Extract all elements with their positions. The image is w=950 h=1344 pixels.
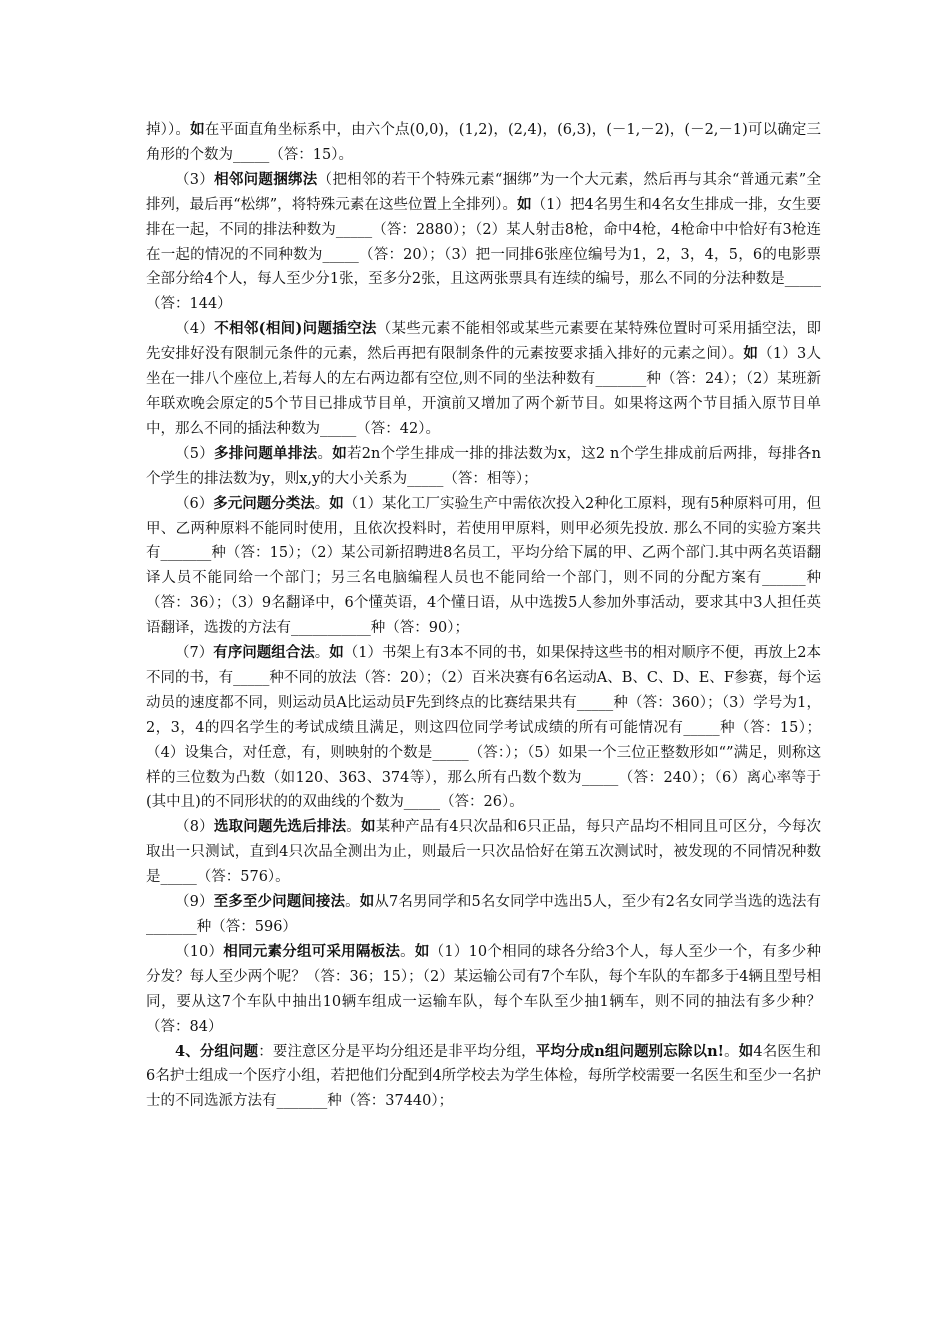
text-run: 4名医生和6名护士组成一个医疗小组，若把他们分配到4所学校去为学生体检，每所学校需要一名医生和至少一名护士的不同选派方法有_______种（答：37440）； <box>146 1043 822 1110</box>
bold-run: 如 <box>359 893 375 911</box>
text-run: （7） <box>175 645 214 662</box>
text-run: 。 <box>724 1043 739 1060</box>
bold-run: 如 <box>329 494 344 512</box>
bold-run: 如 <box>738 1042 754 1060</box>
bold-run: 平均分成n组问题别忘除以n! <box>535 1042 725 1060</box>
bold-run: 多排问题单排法 <box>214 444 318 462</box>
bold-run: 有序问题组合法 <box>213 644 315 662</box>
text-run: 。 <box>317 445 333 462</box>
document-body <box>146 118 821 1114</box>
text-run: （某些元素不能相邻或某些元素要在某特殊位置时可采用插空法，即先安排好没有限制元条件的元素，然后再把有限制条件的元素按要求插入排好的元素之间）。 <box>146 321 821 363</box>
bold-run: 如 <box>329 644 344 662</box>
text-run: 。 <box>314 645 330 662</box>
intro-example-paragraph <box>146 118 821 168</box>
text-run: 掉））。 <box>146 122 191 138</box>
text-run: （10） <box>175 943 224 960</box>
text-run: 。 <box>346 819 361 836</box>
text-run: 在平面直角坐标系中，由六个点(0,0)，(1,2)，(2,4)，(6,3)，(－1,－2)，(－2,－1)可以确定三角形的个数为_____（答：15）。 <box>146 122 821 163</box>
bold-run: 不相邻(相间)问题插空法 <box>214 320 377 338</box>
rule-10-divider-method <box>146 940 821 1040</box>
bold-run: 相同元素分组可采用隔板法 <box>223 942 401 960</box>
rule-4-non-adjacent-insertion <box>146 317 821 442</box>
rule-3-adjacent-binding <box>146 168 821 317</box>
text-run: 。 <box>400 943 415 960</box>
text-run: 。 <box>345 894 360 911</box>
text-run: （3） <box>175 171 215 188</box>
bold-run: 如 <box>361 818 376 836</box>
bold-run: 相邻问题捆绑法 <box>214 170 318 188</box>
text-run: 从7名男同学和5名女同学中选出5人，至少有2名女同学当选的选法有_______种（答：596） <box>146 894 822 935</box>
bold-run: 4、分组问题 <box>175 1042 259 1060</box>
text-run: （把相邻的若干个特殊元素“捆绑”为一个大元素，然后再与其余“普通元素”全排列，最后再“松绑”，将特殊元素在这些位置上全排列）。 <box>146 171 822 213</box>
bold-run: 如 <box>414 942 430 960</box>
text-run: ：要注意区分是平均分组还是非平均分组， <box>258 1043 536 1060</box>
text-run: （1）3人坐在一排八个座位上,若每人的左右两边都有空位,则不同的坐法种数有_______种（答：24）；（2）某班新年联欢晚会原定的5个节目已排成节目单，开演前又增加了两个新节目。如果将这两个节目插入原节目单中，那么不同的插法种数为_____（答：42）。 <box>146 346 822 437</box>
bold-run: 至多至少问题间接法 <box>213 893 346 911</box>
text-run: （1）10个相同的球各分给3个人，每人至少一个，有多少种分发？每人至少两个呢？（答：36；15）；（2）某运输公司有7个车队，每个车队的车都多于4辆且型号相同，要从这7个车队中抽出10辆车组成一运输车队，每个车队至少抽1辆车，则不同的抽法有多少种？（答：84） <box>146 943 822 1035</box>
bold-run: 如 <box>743 345 759 363</box>
text-run: （1）书架上有3本不同的书，如果保持这些书的相对顺序不便，再放上2本不同的书，有_____种不同的放法（答：20）；（2）百米决赛有6名运动A、B、C、D、E、F参赛，每个运动员的速度都不同，则运动员A比运动员F先到终点的比赛结果共有_____种（答：360）；（3）学号为1，2，3，4的四名学生的考试成绩且满足，则这四位同学考试成绩的所有可能情况有_____种（答：15）；（4）设集合，对任意，有，则映射的个数是_____（答：）；（5）如果一个三位正整数形如“”满足，则称这样的三位数为凸数（如120、363、374等），那么所有凸数个数为_____（答：240）；（6）离心率等于(其中且)的不同形状的的双曲线的个数为_____（答：26）。 <box>146 645 822 811</box>
bold-run: 如 <box>190 121 205 138</box>
bold-run: 如 <box>517 195 532 213</box>
text-run: （1）某化工厂实验生产中需依次投入2种化工原料，现有5种原料可用，但甲、乙两种原料不能同时使用，且依次投料时，若使用甲原料，则甲必须先投放. 那么不同的实验方案共有_______种（答：15）；（2）某公司新招聘进8名员工，平均分给下属的甲、乙两个部门.其中两名英语翻译人员不能同给一个部门；另三名电脑编程人员也不能同给一个部门，则不同的分配方案有______种（答：36）；（3）9名翻译中，6个懂英语，4个懂日语，从中选拨5人参加外事活动，要求其中3人担任英语翻译，选拨的方法有___________种（答：90）； <box>146 495 822 637</box>
text-run: （9） <box>175 894 214 911</box>
bold-run: 多元问题分类法 <box>213 494 315 512</box>
bold-run: 如 <box>332 444 348 462</box>
section-4-grouping <box>146 1040 821 1115</box>
text-run: （4） <box>175 321 215 338</box>
bold-run: 选取问题先选后排法 <box>213 818 347 836</box>
text-run: 某种产品有4只次品和6只正品，每只产品均不相同且可区分，今每次取出一只测试，直到4只次品全测出为止，则最后一只次品恰好在第五次测试时，被发现的不同情况种数是_____（答：576）。 <box>146 819 822 886</box>
rule-8-select-then-arrange <box>146 815 821 890</box>
rule-6-multi-class <box>146 492 821 641</box>
text-run: （5） <box>175 445 215 462</box>
text-run: （6） <box>175 495 214 512</box>
text-run: 若2n个学生排成一排的排法数为x，这2 n个学生排成前后两排，每排各n个学生的排法数为y，则x,y的大小关系为_____（答：相等）； <box>146 445 822 487</box>
rule-5-multi-row <box>146 442 821 492</box>
text-run: （1）把4名男生和4名女生排成一排，女生要排在一起，不同的排法种数为_____（答：2880）；（2）某人射击8枪，命中4枪，4枪命中中恰好有3枪连在一起的情况的不同种数为_____（答：20）；（3）把一同排6张座位编号为1，2，3，4，5，6的电影票全部分给4个人，每人至少分1张，至多分2张，且这两张票具有连续的编号，那么不同的分法种数是_____（答：144） <box>146 196 822 313</box>
rule-7-ordered-combination <box>146 641 821 815</box>
rule-9-at-most-at-least <box>146 890 821 940</box>
text-run: （8） <box>175 819 214 836</box>
text-run: 。 <box>314 495 330 512</box>
